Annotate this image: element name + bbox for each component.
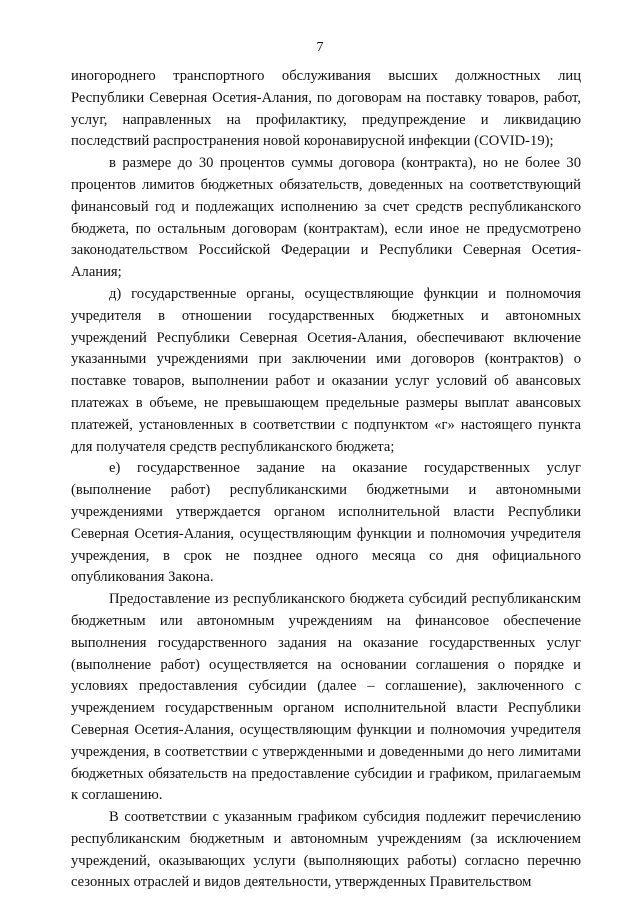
paragraph-continuation: иногороднего транспортного обслуживания высших должностных лиц Республики Северная Осетия-Алания, по договорам на поставку товаров, работ, услуг, направленных на профилактику, предупреждение и ликвидацию последствий распространения новой коронавирусной инфекции (COVID-19); [71, 68, 581, 150]
paragraph-subsidy-schedule: В соответствии с указанным графиком субсидия подлежит перечислению республиканским бюджетным и автономным учреждениям (за исключением учреждений, оказывающих услуги (выполняющих работы) согласно перечню сезонных отраслей и видов деятельности, утвержденных Правительством [71, 809, 581, 891]
paragraph-item-e: е) государственное задание на оказание государственных услуг (выполнение работ) республиканскими бюджетными и автономными учреждениями утверждается органом исполнительной власти Республики Северная Осетия-Алания, осуществляющим функции и полномочия учредителя учреждения, в срок не позднее одного месяца со дня официального опубликования Закона. [71, 460, 581, 586]
paragraph-item-d: д) государственные органы, осуществляющие функции и полномочия учредителя в отношении государственных бюджетных и автономных учреждений Республики Северная Осетия-Алания, обеспечивают включение указанными учреждениями при заключении ими договоров (контрактов) о поставке товаров, выполнении работ и оказании услуг условий об авансовых платежах в объеме, не превышающем предельные размеры выплат авансовых платежей, установленных в соответствии с подпунктом «г» настоящего пункта для получателя средств республиканского бюджета; [71, 285, 581, 455]
paragraph-advance-limit: в размере до 30 процентов суммы договора (контракта), но не более 30 процентов лимитов бюджетных обязательств, доведенных на соответствующий финансовый год и подлежащих исполнению за счет средств республиканского бюджета, по остальным договорам (контрактам), если иное не предусмотрено законодательством Российской Федерации и Республики Северная Осетия-Алания; [71, 155, 581, 281]
page-number: 7 [316, 40, 324, 55]
document-body [71, 66, 581, 894]
paragraph-subsidy-provision: Предоставление из республиканского бюджета субсидий республиканским бюджетным или автономным учреждениям на финансовое обеспечение выполнения государственного задания на оказание государственных услуг (выполнение работ) осуществляется на основании соглашения о порядке и условиях предоставления субсидии (далее – соглашение), заключенного с учреждением государственным органом исполнительной власти Республики Северная Осетия-Алания, осуществляющим функции и полномочия учредителя учреждения, в соответствии с утвержденными и доведенными до него лимитами бюджетных обязательств на предоставление субсидии и графиком, прилагаемым к соглашению. [71, 591, 581, 804]
